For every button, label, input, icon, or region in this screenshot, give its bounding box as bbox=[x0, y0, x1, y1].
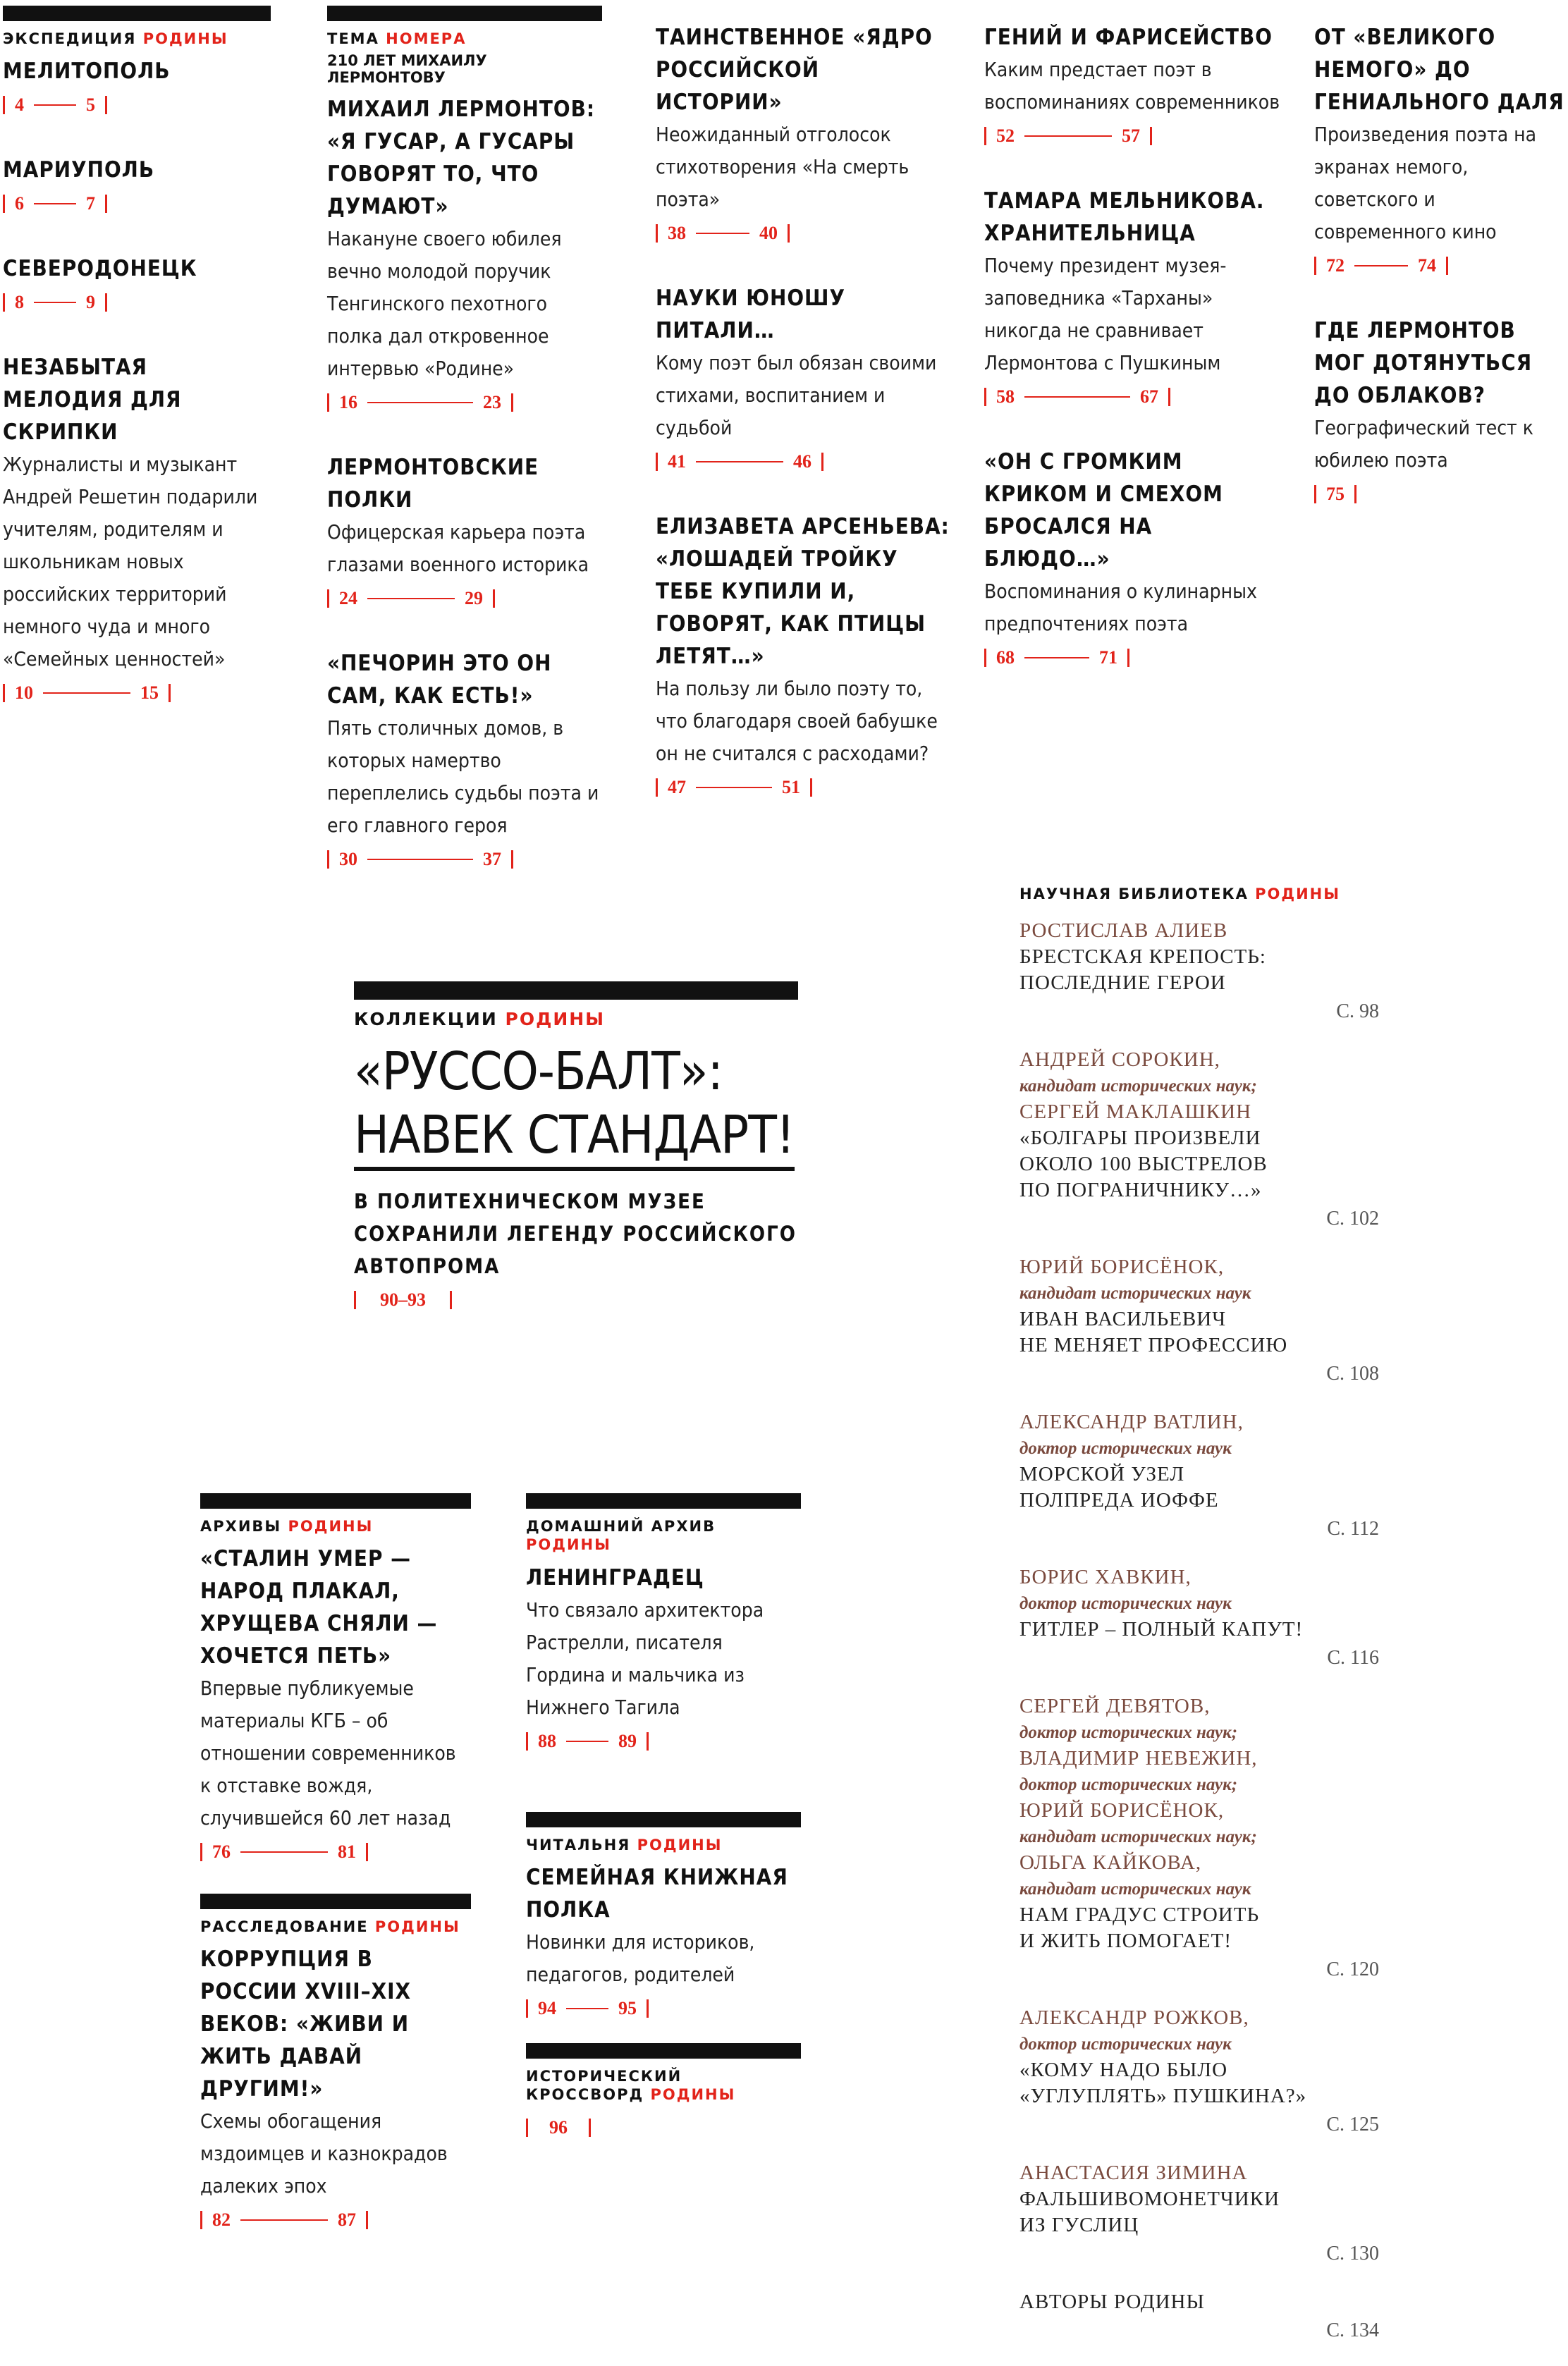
article-description: Почему президент музея-заповедника «Тарханы» никогда не сравнивает Лермонтова с Пушкиным bbox=[984, 254, 1227, 374]
section-bar bbox=[526, 1812, 801, 1827]
article-description: Впервые публикуемые материалы КГБ – об отношении современников к отставке вождя, случившейся 60 лет назад bbox=[200, 1677, 456, 1830]
entry-title: НАМ ГРАДУС СТРОИТЬ bbox=[1019, 1904, 1260, 1926]
feature-collections bbox=[354, 981, 798, 1349]
page-range[interactable] bbox=[526, 1998, 801, 2019]
page-start: 75 bbox=[1326, 484, 1345, 504]
article-list bbox=[656, 21, 952, 798]
library-entry[interactable] bbox=[1019, 2005, 1386, 2136]
article-description: Схемы обогащения мздоимцев и казнокрадов далеких эпох bbox=[200, 2109, 448, 2198]
entry-title: ПОЛПРЕДА ИОФФЕ bbox=[1019, 1489, 1219, 1512]
range-tick bbox=[1127, 649, 1129, 667]
range-tick bbox=[105, 96, 107, 114]
page-range[interactable] bbox=[656, 223, 952, 244]
page-start: 41 bbox=[668, 451, 686, 472]
page-range[interactable] bbox=[3, 292, 271, 313]
range-dash bbox=[240, 1851, 328, 1853]
page-end: 29 bbox=[465, 588, 483, 609]
article-title: «ПЕЧОРИН ЭТО ОН САМ, КАК ЕСТЬ!» bbox=[327, 651, 552, 709]
range-tick bbox=[810, 778, 812, 797]
article-item[interactable] bbox=[656, 282, 952, 472]
page-range[interactable] bbox=[526, 1731, 801, 1752]
range-dash bbox=[367, 598, 455, 599]
article-description: Журналисты и музыкант Андрей Решетин подарили учителям, родителям и школьникам новых российских территорий немного чуда и много «Семейных ценностей» bbox=[3, 453, 258, 671]
article-list bbox=[3, 55, 271, 704]
entry-author: ЮРИЙ БОРИСЁНОК, bbox=[1019, 1256, 1225, 1278]
article-item[interactable] bbox=[1314, 314, 1565, 505]
page-start: 76 bbox=[212, 1841, 231, 1863]
article-description: Что связало архитектора Растрелли, писателя Гордина и мальчика из Нижнего Тагила bbox=[526, 1598, 764, 1719]
page-end: 40 bbox=[759, 223, 778, 243]
feature-title-line2: НАВЕК СТАНДАРТ! bbox=[354, 1103, 795, 1171]
range-tick bbox=[647, 1999, 649, 2018]
range-tick bbox=[511, 850, 513, 869]
column-issue-theme bbox=[327, 6, 602, 908]
page-end: 7 bbox=[86, 193, 95, 214]
page-end: 95 bbox=[618, 1998, 637, 2019]
entry-page: С. 125 bbox=[1326, 2114, 1379, 2135]
range-tick bbox=[1314, 257, 1316, 275]
range-tick bbox=[656, 778, 658, 797]
entry-title: И ЖИТЬ ПОМОГАЕТ! bbox=[1019, 1930, 1232, 1952]
entry-page: С. 134 bbox=[1326, 2319, 1379, 2341]
library-entry[interactable] bbox=[1019, 1047, 1386, 1230]
range-tick bbox=[169, 684, 171, 702]
page-end: 87 bbox=[338, 2209, 356, 2231]
page-start: 72 bbox=[1326, 255, 1345, 276]
page-range[interactable] bbox=[327, 849, 602, 870]
section-rubric: ЭКСПЕДИЦИЯ РОДИНЫ bbox=[3, 30, 228, 47]
page-range[interactable] bbox=[3, 193, 271, 214]
range-tick bbox=[1150, 127, 1152, 145]
entry-author: СЕРГЕЙ МАКЛАШКИН bbox=[1019, 1101, 1252, 1123]
page-end: 57 bbox=[1122, 125, 1140, 146]
article-list bbox=[327, 93, 602, 870]
entry-author: ЮРИЙ БОРИСЁНОК, bbox=[1019, 1799, 1225, 1822]
range-tick bbox=[3, 684, 5, 702]
article-description: Воспоминания о кулинарных предпочтениях поэта bbox=[984, 580, 1257, 635]
single-article bbox=[200, 1943, 471, 2231]
column-3 bbox=[656, 21, 952, 836]
column-5 bbox=[1314, 21, 1565, 543]
section-rubric: ЧИТАЛЬНЯ РОДИНЫ bbox=[526, 1837, 723, 1853]
page-start: 4 bbox=[15, 94, 24, 116]
range-dash bbox=[696, 233, 749, 234]
article-title: МЕЛИТОПОЛЬ bbox=[3, 59, 171, 85]
entry-author: АЛЕКСАНДР РОЖКОВ, bbox=[1019, 2006, 1249, 2029]
entry-credential: кандидат исторических наук bbox=[1019, 1880, 1251, 1899]
range-dash bbox=[34, 302, 76, 303]
range-tick bbox=[647, 1732, 649, 1751]
entry-title: АВТОРЫ РОДИНЫ bbox=[1019, 2291, 1205, 2313]
page-range[interactable] bbox=[984, 647, 1280, 668]
library-entry[interactable] bbox=[1019, 1409, 1386, 1540]
range-tick bbox=[3, 96, 5, 114]
range-tick bbox=[984, 388, 986, 406]
range-dash bbox=[34, 203, 76, 204]
entry-title: ГИТЛЕР – ПОЛНЫЙ КАПУТ! bbox=[1019, 1618, 1304, 1641]
entry-author: АНДРЕЙ СОРОКИН, bbox=[1019, 1048, 1220, 1071]
article-item[interactable] bbox=[656, 510, 952, 798]
article-description: Каким предстает поэт в воспоминаниях современников bbox=[984, 58, 1280, 114]
article-item[interactable] bbox=[526, 1861, 801, 2019]
entry-page: С. 130 bbox=[1326, 2243, 1379, 2264]
article-title: МАРИУПОЛЬ bbox=[3, 157, 155, 183]
section-bar bbox=[354, 981, 798, 1000]
article-title: НЕЗАБЫТАЯ МЕЛОДИЯ ДЛЯ СКРИПКИ bbox=[3, 355, 182, 446]
page-start: 58 bbox=[996, 386, 1015, 407]
range-dash bbox=[1024, 396, 1130, 398]
range-tick bbox=[984, 127, 986, 145]
page-start: 16 bbox=[339, 392, 357, 413]
page-range[interactable] bbox=[1314, 484, 1565, 505]
range-dash bbox=[1024, 657, 1089, 658]
library-entry[interactable] bbox=[1019, 1564, 1386, 1669]
feature-title-line1: «РУССО-БАЛТ»: bbox=[354, 1041, 723, 1103]
article-title: КОРРУПЦИЯ В РОССИИ XVIII–XIX ВЕКОВ: «ЖИВИ И ЖИТЬ ДАВАЙ ДРУГИМ!» bbox=[200, 1947, 411, 2102]
page-start: 30 bbox=[339, 849, 357, 870]
range-tick bbox=[656, 224, 658, 243]
article-item[interactable] bbox=[327, 451, 602, 609]
section-rubric: АРХИВЫ РОДИНЫ bbox=[200, 1518, 374, 1535]
range-tick bbox=[366, 1843, 368, 1861]
article-title: ГДЕ ЛЕРМОНТОВ МОГ ДОТЯНУТЬСЯ ДО ОБЛАКОВ? bbox=[1314, 318, 1533, 408]
section-archives bbox=[200, 1493, 471, 1901]
section-rubric: КОЛЛЕКЦИИ РОДИНЫ bbox=[354, 1009, 606, 1029]
section-rubric: НАУЧНАЯ БИБЛИОТЕКА РОДИНЫ bbox=[1019, 885, 1341, 902]
range-dash bbox=[566, 2008, 608, 2009]
page-range[interactable] bbox=[984, 386, 1280, 407]
article-item[interactable] bbox=[3, 55, 271, 116]
range-tick bbox=[200, 2211, 202, 2229]
entry-title: ИВАН ВАСИЛЬЕВИЧ bbox=[1019, 1308, 1227, 1330]
article-title: ТАМАРА МЕЛЬНИКОВА. ХРАНИТЕЛЬНИЦА bbox=[984, 188, 1265, 246]
page-start: 38 bbox=[668, 223, 686, 243]
article-description: Неожиданный отголосок стихотворения «На смерть поэта» bbox=[656, 123, 909, 211]
entry-page: С. 116 bbox=[1327, 1647, 1379, 1669]
entry-credential: кандидат исторических наук; bbox=[1019, 1077, 1257, 1096]
article-title: ГЕНИЙ И ФАРИСЕЙСТВО bbox=[984, 25, 1273, 50]
entry-title: НЕ МЕНЯЕТ ПРОФЕССИЮ bbox=[1019, 1334, 1288, 1356]
range-tick bbox=[200, 1843, 202, 1861]
page-end: 5 bbox=[86, 94, 95, 116]
entry-author: АНАСТАСИЯ ЗИМИНА bbox=[1019, 2162, 1248, 2184]
entry-author: БОРИС ХАВКИН, bbox=[1019, 1566, 1192, 1588]
entry-page: С. 120 bbox=[1326, 1959, 1379, 1980]
section-investigation bbox=[200, 1894, 471, 2269]
section-reading-room bbox=[526, 1812, 801, 2057]
range-dash bbox=[1354, 265, 1408, 266]
article-title: ТАИНСТВЕННОЕ «ЯДРО РОССИЙСКОЙ ИСТОРИИ» bbox=[656, 25, 933, 115]
article-item[interactable] bbox=[984, 185, 1280, 407]
range-tick bbox=[1314, 485, 1316, 503]
article-item[interactable] bbox=[1314, 21, 1565, 276]
article-description: Пять столичных домов, в которых намертво переплелись судьбы поэта и его главного героя bbox=[327, 716, 599, 838]
entry-title: ОКОЛО 100 ВЫСТРЕЛОВ bbox=[1019, 1153, 1268, 1175]
entry-page: С. 112 bbox=[1327, 1518, 1379, 1540]
range-tick bbox=[327, 393, 329, 412]
page-start: 82 bbox=[212, 2209, 231, 2231]
range-tick bbox=[105, 293, 107, 312]
range-tick bbox=[3, 195, 5, 213]
entry-title: ПОСЛЕДНИЕ ГЕРОИ bbox=[1019, 971, 1226, 994]
range-tick bbox=[511, 393, 513, 412]
range-dash bbox=[696, 787, 772, 788]
page-start: 6 bbox=[15, 193, 24, 214]
entry-author: ВЛАДИМИР НЕВЕЖИН, bbox=[1019, 1747, 1258, 1770]
entry-title: «БОЛГАРЫ ПРОИЗВЕЛИ bbox=[1019, 1127, 1261, 1149]
page-end: 74 bbox=[1418, 255, 1436, 276]
page-start: 94 bbox=[538, 1998, 556, 2019]
column-4 bbox=[984, 21, 1280, 706]
range-tick bbox=[1168, 388, 1170, 406]
entry-title: БРЕСТСКАЯ КРЕПОСТЬ: bbox=[1019, 945, 1266, 968]
entry-credential: кандидат исторических наук bbox=[1019, 1284, 1251, 1303]
page-end: 67 bbox=[1140, 386, 1158, 407]
page-end: 15 bbox=[140, 682, 159, 704]
page-end: 23 bbox=[483, 392, 501, 413]
range-dash bbox=[566, 1741, 608, 1742]
article-item[interactable] bbox=[3, 252, 271, 313]
article-title: ОТ «ВЕЛИКОГО НЕМОГО» ДО ГЕНИАЛЬНОГО ДАЛЯ bbox=[1314, 25, 1564, 115]
range-tick bbox=[3, 293, 5, 312]
article-title: МИХАИЛ ЛЕРМОНТОВ: «Я ГУСАР, А ГУСАРЫ ГОВОРЯТ ТО, ЧТО ДУМАЮТ» bbox=[327, 97, 595, 220]
entry-page: С. 108 bbox=[1326, 1363, 1379, 1385]
section-rubric: ИСТОРИЧЕСКИЙ КРОССВОРД РОДИНЫ bbox=[526, 2068, 736, 2104]
column-expedition bbox=[3, 6, 271, 742]
range-dash bbox=[1024, 135, 1112, 137]
range-tick bbox=[821, 453, 823, 471]
range-tick bbox=[984, 649, 986, 667]
article-description: Накануне своего юбилея вечно молодой поручик Тенгинского пехотного полка дал откровенное интервью «Родине» bbox=[327, 227, 562, 381]
section-bar bbox=[327, 6, 602, 21]
range-dash bbox=[696, 461, 783, 462]
article-title: ЛЕНИНГРАДЕЦ bbox=[526, 1564, 704, 1590]
page-end: 37 bbox=[483, 849, 501, 870]
range-tick bbox=[327, 850, 329, 869]
entry-credential: доктор исторических наук; bbox=[1019, 1775, 1238, 1794]
range-dash bbox=[367, 859, 473, 860]
entry-author: РОСТИСЛАВ АЛИЕВ bbox=[1019, 919, 1228, 942]
page-range[interactable] bbox=[1314, 255, 1565, 276]
range-tick bbox=[526, 1732, 528, 1751]
page-start: 47 bbox=[668, 777, 686, 797]
article-item[interactable] bbox=[200, 1943, 471, 2231]
library-entry[interactable] bbox=[1019, 1693, 1386, 1981]
library-entry[interactable] bbox=[1019, 2289, 1386, 2342]
range-tick bbox=[656, 453, 658, 471]
range-tick bbox=[788, 224, 790, 243]
range-tick bbox=[526, 1999, 528, 2018]
article-item[interactable] bbox=[656, 21, 952, 244]
article-item[interactable] bbox=[327, 647, 602, 870]
section-bar bbox=[200, 1894, 471, 1909]
page-end: 9 bbox=[86, 292, 95, 313]
crossword-pages[interactable]: 96 bbox=[526, 2117, 801, 2138]
entry-page: С. 102 bbox=[1326, 1208, 1379, 1230]
article-description: Новинки для историков, педагогов, родителей bbox=[526, 1930, 755, 1987]
section-rubric: ТЕМА НОМЕРА bbox=[327, 30, 467, 47]
article-description: Произведения поэта на экранах немого, советского и современного кино bbox=[1314, 123, 1537, 243]
section-rubric: ДОМАШНИЙ АРХИВ РОДИНЫ bbox=[526, 1518, 716, 1554]
library-entry[interactable] bbox=[1019, 1254, 1386, 1385]
page-end: 89 bbox=[618, 1730, 637, 1751]
article-title: ЛЕРМОНТОВСКИЕ ПОЛКИ bbox=[327, 455, 539, 513]
entry-title: «УГЛУПЛЯТЬ» ПУШКИНА?» bbox=[1019, 2085, 1307, 2107]
range-dash bbox=[367, 402, 473, 403]
section-bar bbox=[200, 1493, 471, 1509]
article-description: Офицерская карьера поэта глазами военного историка bbox=[327, 520, 589, 577]
page-end: 81 bbox=[338, 1841, 356, 1863]
page-start: 8 bbox=[15, 292, 24, 313]
page-range[interactable] bbox=[200, 1841, 471, 1863]
range-dash bbox=[240, 2219, 328, 2221]
entry-title: ИЗ ГУСЛИЦ bbox=[1019, 2214, 1139, 2236]
entry-page: С. 98 bbox=[1336, 1000, 1379, 1022]
article-title: СЕВЕРОДОНЕЦК bbox=[3, 256, 197, 282]
section-scientific-library bbox=[1019, 885, 1414, 2366]
range-tick bbox=[493, 589, 495, 608]
article-item[interactable] bbox=[526, 1562, 801, 1752]
range-tick bbox=[366, 2211, 368, 2229]
page-range[interactable] bbox=[656, 777, 952, 798]
single-article bbox=[526, 1562, 801, 1752]
page-end: 71 bbox=[1099, 647, 1117, 668]
article-description: Географический тест к юбилею поэта bbox=[1314, 416, 1533, 472]
article-title: НАУКИ ЮНОШУ ПИТАЛИ… bbox=[656, 286, 846, 343]
single-article bbox=[526, 1861, 801, 2019]
article-item[interactable] bbox=[984, 446, 1280, 668]
article-title: СЕМЕЙНАЯ КНИЖНАЯ ПОЛКА bbox=[526, 1865, 788, 1923]
section-subrubric: 210 ЛЕТ МИХАИЛУ ЛЕРМОНТОВУ bbox=[327, 52, 487, 87]
range-tick bbox=[327, 589, 329, 608]
page-start: 88 bbox=[538, 1730, 556, 1751]
page-end: 51 bbox=[782, 777, 800, 797]
page-range[interactable] bbox=[200, 2209, 471, 2231]
section-bar bbox=[526, 2043, 801, 2059]
page-start: 52 bbox=[996, 125, 1015, 146]
entry-title: МОРСКОЙ УЗЕЛ bbox=[1019, 1463, 1184, 1485]
entry-credential: доктор исторических наук bbox=[1019, 1439, 1232, 1458]
article-item[interactable] bbox=[200, 1543, 471, 1863]
article-description: Кому поэт был обязан своими стихами, воспитанием и судьбой bbox=[656, 351, 937, 439]
article-item[interactable] bbox=[327, 93, 602, 413]
range-dash bbox=[43, 692, 130, 694]
page-start: 10 bbox=[15, 682, 33, 704]
section-crossword bbox=[526, 2043, 801, 2176]
feature-title[interactable] bbox=[354, 1040, 798, 1171]
entry-credential: доктор исторических наук bbox=[1019, 1594, 1232, 1613]
article-item[interactable] bbox=[984, 21, 1280, 147]
single-article bbox=[200, 1543, 471, 1863]
section-bar bbox=[3, 6, 271, 21]
page-range[interactable] bbox=[3, 94, 271, 116]
feature-pages[interactable]: 90–93 bbox=[354, 1289, 798, 1311]
entry-credential: доктор исторических наук bbox=[1019, 2035, 1232, 2054]
range-tick bbox=[105, 195, 107, 213]
entry-title: ФАЛЬШИВОМОНЕТЧИКИ bbox=[1019, 2188, 1280, 2210]
page-range[interactable] bbox=[3, 682, 271, 704]
feature-description: В ПОЛИТЕХНИЧЕСКОМ МУЗЕЕ СОХРАНИЛИ ЛЕГЕНДУ РОССИЙСКОГО АВТОПРОМА bbox=[354, 1189, 797, 1279]
library-entries bbox=[1019, 918, 1414, 2342]
entry-credential: доктор исторических наук; bbox=[1019, 1723, 1238, 1742]
entry-credential: кандидат исторических наук; bbox=[1019, 1827, 1257, 1846]
page-range[interactable] bbox=[327, 392, 602, 413]
article-title: ЕЛИЗАВЕТА АРСЕНЬЕВА: «ЛОШАДЕЙ ТРОЙКУ ТЕБЕ КУПИЛИ И, ГОВОРЯТ, КАК ПТИЦЫ ЛЕТЯТ…» bbox=[656, 514, 950, 669]
article-description: На пользу ли было поэту то, что благодаря своей бабушке он не считался с расходами? bbox=[656, 677, 938, 765]
library-entry[interactable] bbox=[1019, 918, 1386, 1023]
range-tick bbox=[1446, 257, 1448, 275]
entry-author: СЕРГЕЙ ДЕВЯТОВ, bbox=[1019, 1695, 1211, 1717]
range-dash bbox=[34, 104, 76, 106]
range-tick bbox=[1354, 485, 1356, 503]
page-start: 68 bbox=[996, 647, 1015, 668]
entry-author: ОЛЬГА КАЙКОВА, bbox=[1019, 1851, 1202, 1874]
section-home-archive bbox=[526, 1493, 801, 1790]
page-range[interactable] bbox=[327, 588, 602, 609]
page-start: 24 bbox=[339, 588, 357, 609]
page-range[interactable] bbox=[656, 451, 952, 472]
section-rubric: РАССЛЕДОВАНИЕ РОДИНЫ bbox=[200, 1918, 460, 1935]
article-list bbox=[1314, 21, 1565, 505]
article-item[interactable] bbox=[3, 154, 271, 214]
page-range[interactable] bbox=[984, 125, 1280, 147]
article-title: «СТАЛИН УМЕР — НАРОД ПЛАКАЛ, ХРУЩЕВА СНЯЛИ — ХОЧЕТСЯ ПЕТЬ» bbox=[200, 1546, 438, 1669]
entry-title: ПО ПОГРАНИЧНИКУ…» bbox=[1019, 1179, 1262, 1201]
entry-title: «КОМУ НАДО БЫЛО bbox=[1019, 2059, 1228, 2081]
article-list bbox=[984, 21, 1280, 668]
entry-author: АЛЕКСАНДР ВАТЛИН, bbox=[1019, 1411, 1244, 1433]
article-item[interactable] bbox=[3, 351, 271, 704]
section-bar bbox=[526, 1493, 801, 1509]
article-title: «ОН С ГРОМКИМ КРИКОМ И СМЕХОМ БРОСАЛСЯ НА БЛЮДО…» bbox=[984, 449, 1223, 572]
page-end: 46 bbox=[793, 451, 811, 472]
library-entry[interactable] bbox=[1019, 2160, 1386, 2265]
